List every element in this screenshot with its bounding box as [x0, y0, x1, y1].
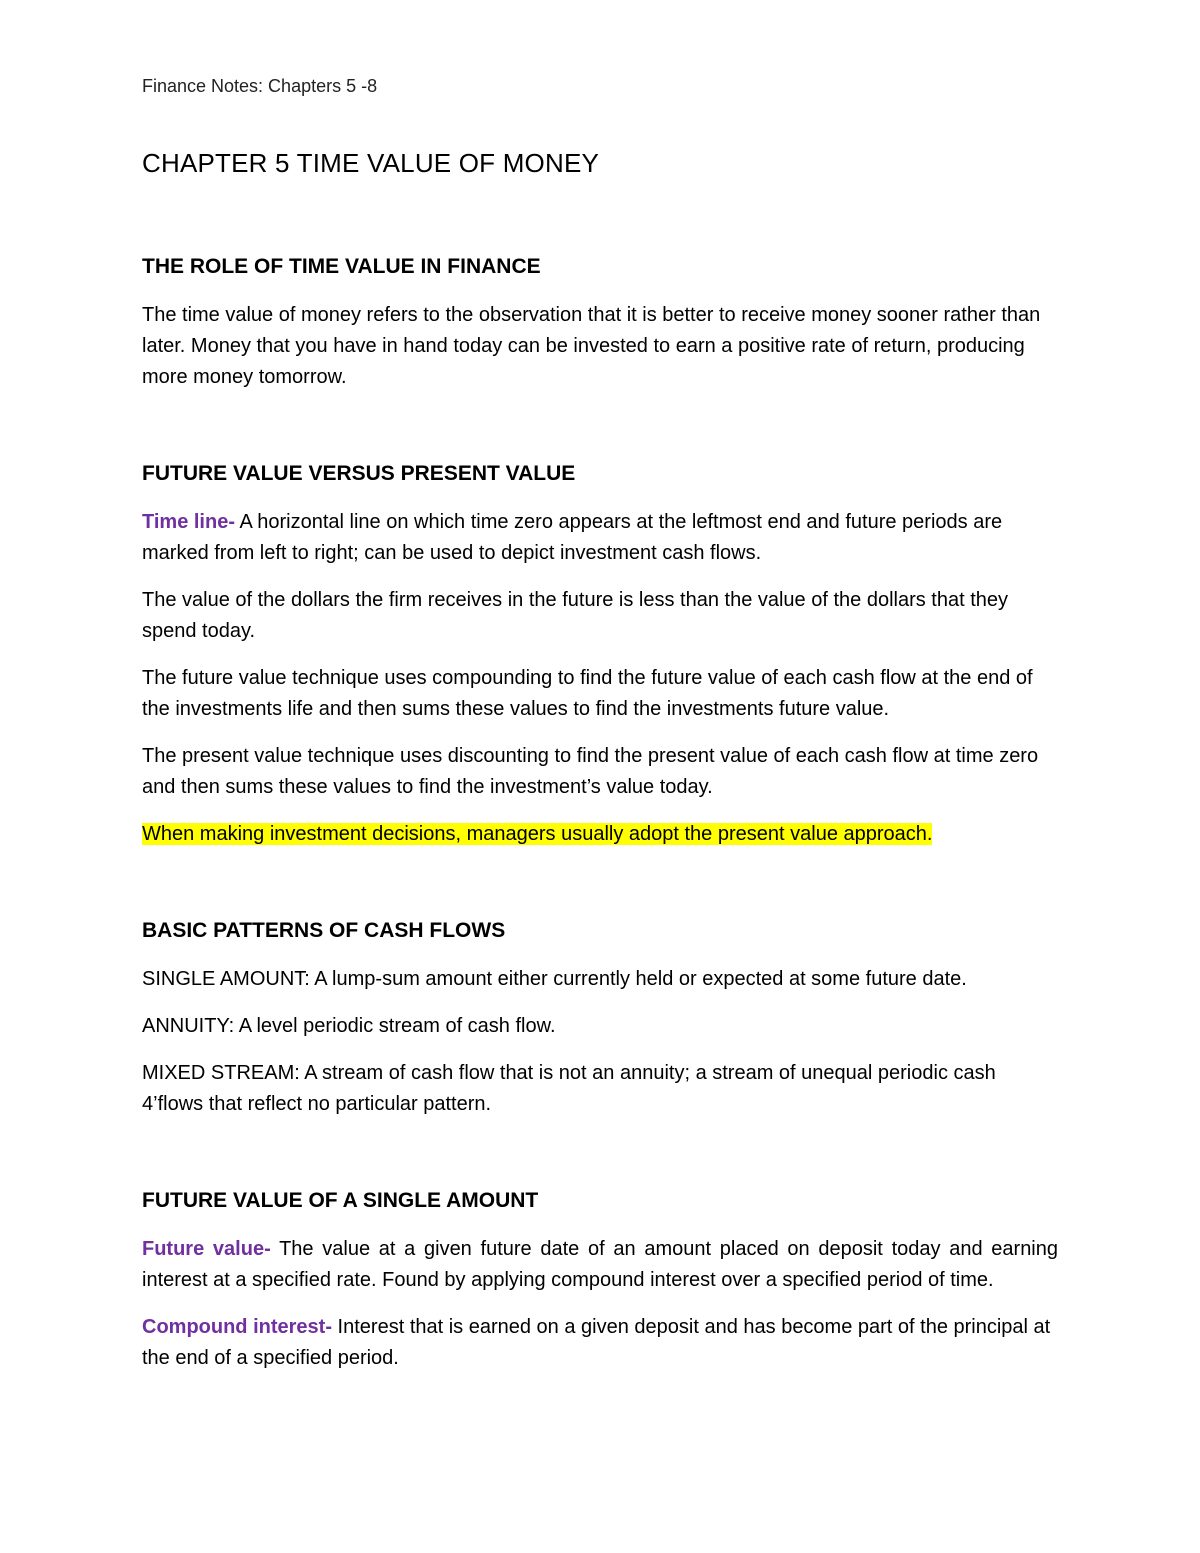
paragraph-future-value — [142, 1234, 1058, 1296]
paragraph-present-value-technique: The present value technique uses discounting to find the present value of each cash flow at time zero and then sums these values to find the investment’s value today. — [142, 745, 1039, 798]
section-heading-patterns: BASIC PATTERNS OF CASH FLOWS — [142, 919, 506, 942]
term-compound-interest: Compound interest- — [142, 1316, 332, 1338]
paragraph-role: The time value of money refers to the observation that it is better to receive money sooner rather than later. Money that you have in hand today can be invested to earn a positive rate of return, producing more money tomorrow. — [142, 304, 1041, 388]
paragraph-mixed-stream: MIXED STREAM: A stream of cash flow that is not an annuity; a stream of unequal periodic cash 4’flows that reflect no particular pattern. — [142, 1062, 996, 1115]
paragraph-highlighted — [142, 819, 1058, 850]
document-page — [142, 72, 1058, 1374]
paragraph-single-amount: SINGLE AMOUNT: A lump-sum amount either currently held or expected at some future date. — [142, 968, 967, 990]
page-header: Finance Notes: Chapters 5 -8 — [142, 76, 378, 96]
paragraph-dollar-value: The value of the dollars the firm receives in the future is less than the value of the dollars that they spend today. — [142, 589, 1009, 642]
term-future-value: Future value- — [142, 1238, 271, 1260]
section-heading-fv-single: FUTURE VALUE OF A SINGLE AMOUNT — [142, 1189, 539, 1212]
chapter-title: CHAPTER 5 TIME VALUE OF MONEY — [142, 148, 600, 178]
section-heading-fv-vs-pv: FUTURE VALUE VERSUS PRESENT VALUE — [142, 462, 576, 485]
paragraph-timeline — [142, 507, 1058, 569]
definition-future-value: The value at a given future date of an amount placed on deposit today and earning interest at a specified rate. Found by applying compound interest over a specified period of time. — [142, 1238, 1059, 1291]
paragraph-future-value-technique: The future value technique uses compounding to find the future value of each cash flow at the end of the investments life and then sums these values to find the investments future value. — [142, 667, 1033, 720]
highlighted-text: When making investment decisions, managers usually adopt the present value approach. — [142, 823, 933, 845]
term-time-line: Time line- — [142, 511, 235, 533]
definition-time-line: A horizontal line on which time zero appears at the leftmost end and future periods are marked from left to right; can be used to depict investment cash flows. — [142, 511, 1003, 564]
paragraph-compound-interest — [142, 1312, 1058, 1374]
definition-compound-interest: Interest that is earned on a given deposit and has become part of the principal at the end of a specified period. — [142, 1316, 1051, 1369]
paragraph-annuity: ANNUITY: A level periodic stream of cash flow. — [142, 1015, 556, 1037]
section-heading-role: THE ROLE OF TIME VALUE IN FINANCE — [142, 255, 541, 278]
